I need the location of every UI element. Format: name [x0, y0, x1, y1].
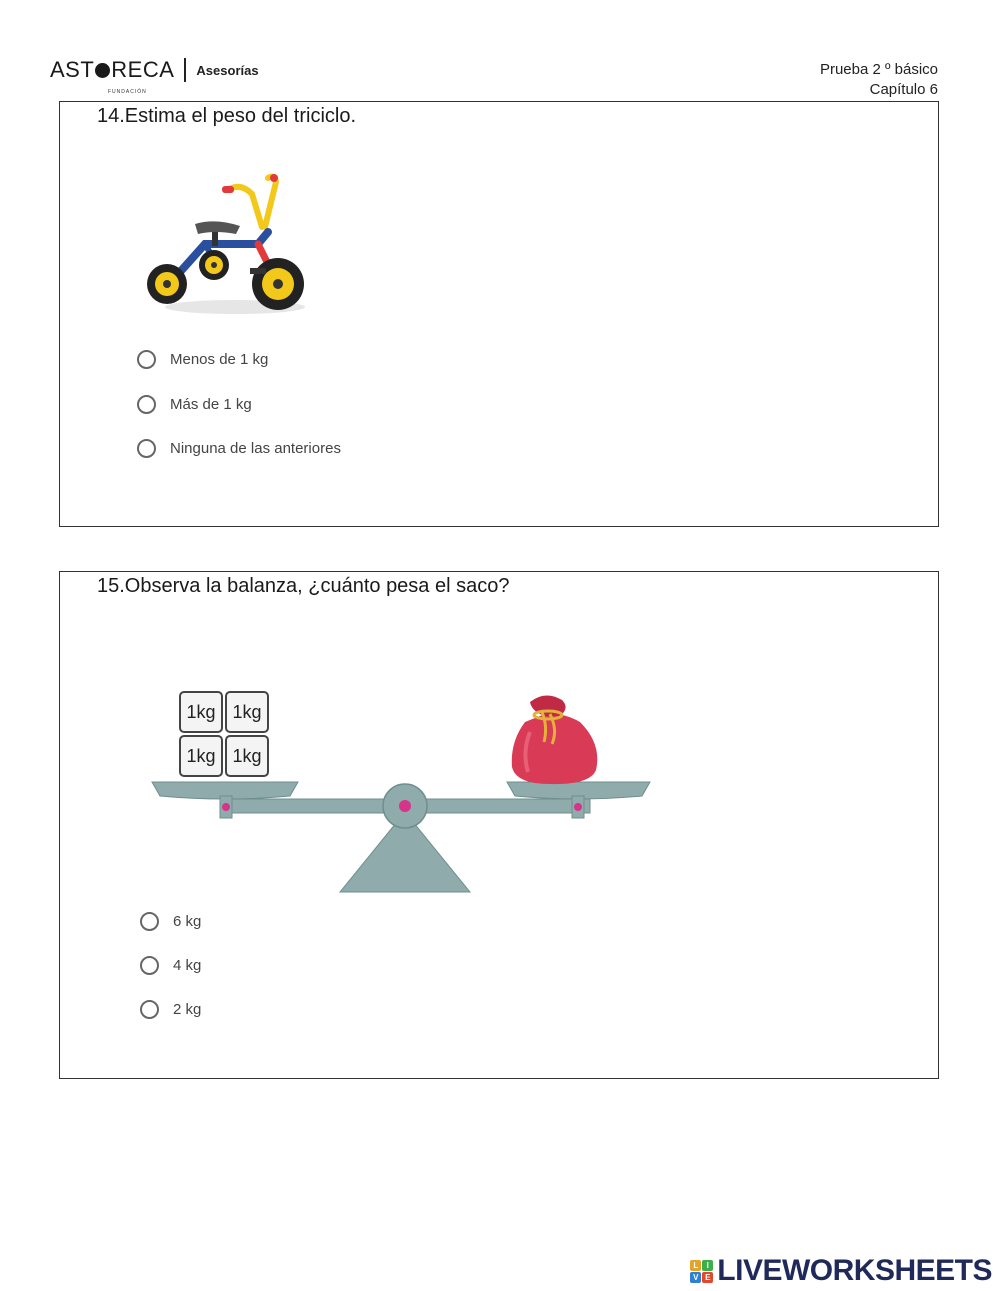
brand-icon-letter: L	[690, 1260, 701, 1271]
logo-wordmark	[50, 57, 175, 95]
q15-option-3[interactable]	[140, 1000, 201, 1019]
q14-option-2[interactable]	[137, 395, 252, 414]
q14-option-1-label: Menos de 1 kg	[170, 351, 269, 368]
radio-button[interactable]	[137, 350, 156, 369]
radio-button[interactable]	[137, 395, 156, 414]
brand-icon-letter: E	[702, 1272, 713, 1283]
test-info	[820, 60, 938, 100]
logo-subtitle: FUNDACIÓN	[108, 89, 147, 95]
q14-option-1[interactable]	[137, 350, 268, 369]
logo-division: Asesorías	[196, 63, 259, 78]
weight-block: 1kg	[225, 735, 269, 777]
liveworksheets-brand	[690, 1254, 992, 1288]
radio-button[interactable]	[140, 1000, 159, 1019]
liveworksheets-icon	[690, 1260, 713, 1283]
question-15-card	[59, 571, 939, 1079]
brand-name: LIVEWORKSHEETS	[717, 1254, 992, 1287]
q14-option-3-label: Ninguna de las anteriores	[170, 440, 341, 457]
question-14-card	[59, 101, 939, 527]
logo-text-right: RECA	[111, 57, 175, 82]
logo-text-left: AST	[50, 57, 95, 82]
q15-option-3-label: 2 kg	[173, 1001, 202, 1018]
question-14-text: 14.Estima el peso del triciclo.	[97, 105, 357, 127]
brand-icon-letter: V	[690, 1272, 701, 1283]
logo-dot-icon	[95, 63, 110, 78]
q14-option-2-label: Más de 1 kg	[170, 396, 252, 413]
q15-option-2[interactable]	[140, 956, 201, 975]
test-title: Prueba 2 º básico	[819, 61, 938, 78]
weights-stack	[179, 691, 269, 777]
weight-block: 1kg	[179, 735, 223, 777]
radio-button[interactable]	[140, 912, 159, 931]
radio-button[interactable]	[140, 956, 159, 975]
astoreca-logo	[50, 57, 259, 95]
radio-button[interactable]	[137, 439, 156, 458]
q15-option-2-label: 4 kg	[173, 957, 202, 974]
question-15-text: 15.Observa la balanza, ¿cuánto pesa el saco?	[97, 575, 510, 597]
logo-divider	[184, 58, 186, 82]
q15-option-1[interactable]	[140, 912, 201, 931]
brand-icon-letter: I	[702, 1260, 713, 1271]
q14-option-3[interactable]	[137, 439, 341, 458]
q15-option-1-label: 6 kg	[173, 913, 202, 930]
weight-block: 1kg	[225, 691, 269, 733]
chapter-label: Capítulo 6	[869, 81, 938, 98]
weight-block: 1kg	[179, 691, 223, 733]
tricycle-image	[140, 172, 310, 317]
